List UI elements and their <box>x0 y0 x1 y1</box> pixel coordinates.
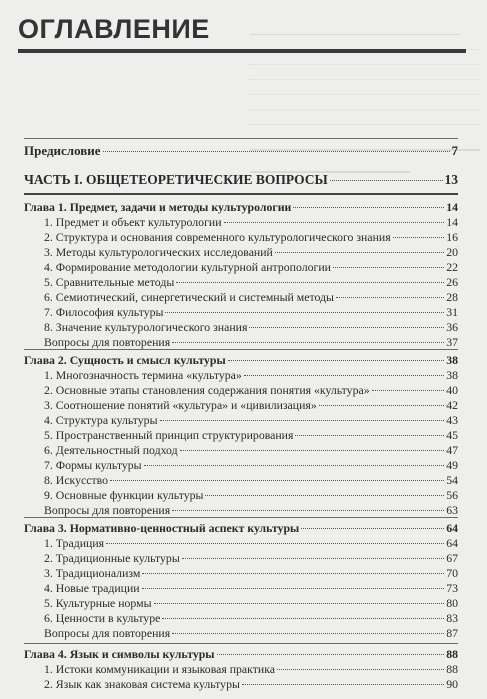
toc-preface[interactable]: Предисловие 7 <box>24 143 458 158</box>
toc-item[interactable]: 2. Основные этапы становления содержания понятия «культура» 40 <box>44 383 458 397</box>
toc-item[interactable]: 7. Формы культуры 49 <box>44 458 458 472</box>
toc-item[interactable]: 5. Пространственный принцип структурирования 45 <box>44 428 458 442</box>
toc-item[interactable]: 3. Соотношение понятий «культура» и «цивилизация» 42 <box>44 398 458 412</box>
toc-chapter-4[interactable]: Глава 4. Язык и символы культуры 88 <box>24 647 458 661</box>
toc-item[interactable]: 1. Предмет и объект культурологии 14 <box>44 215 458 229</box>
page-title: ОГЛАВЛЕНИЕ <box>18 14 210 44</box>
toc-item[interactable]: 3. Традиционализм 70 <box>44 566 458 580</box>
toc-item[interactable]: 8. Искусство 54 <box>44 473 458 487</box>
toc-item[interactable]: 6. Семиотический, синергетический и системный методы 28 <box>44 290 458 304</box>
toc-item[interactable]: Вопросы для повторения 37 <box>44 335 458 349</box>
chapter-divider <box>24 349 458 350</box>
toc-item[interactable]: 2. Традиционные культуры 67 <box>44 551 458 565</box>
toc-item[interactable]: 1. Традиция 64 <box>44 536 458 550</box>
toc-item[interactable]: 4. Структура культуры 43 <box>44 413 458 427</box>
toc-item[interactable]: 5. Сравнительные методы 26 <box>44 275 458 289</box>
toc-item[interactable]: 6. Ценности в культуре 83 <box>44 611 458 625</box>
part-divider <box>24 193 458 195</box>
toc-item[interactable]: 8. Значение культурологического знания 36 <box>44 320 458 334</box>
toc-item[interactable]: Вопросы для повторения 63 <box>44 503 458 517</box>
divider <box>24 138 458 139</box>
toc-item[interactable]: 5. Культурные нормы 80 <box>44 596 458 610</box>
toc-item[interactable]: 2. Структура и основания современного культурологического знания 16 <box>44 230 458 244</box>
toc-chapter-1[interactable]: Глава 1. Предмет, задачи и методы культурологии 14 <box>24 200 458 214</box>
toc-part-1[interactable]: ЧАСТЬ I. ОБЩЕТЕОРЕТИЧЕСКИЕ ВОПРОСЫ 13 <box>24 172 458 187</box>
title-rule <box>18 49 466 53</box>
toc-item[interactable]: 3. Методы культурологических исследований 20 <box>44 245 458 259</box>
toc-item[interactable]: 4. Новые традиции 73 <box>44 581 458 595</box>
chapter-divider <box>24 643 458 644</box>
toc-item[interactable]: 1. Истоки коммуникации и языковая практика 88 <box>44 662 458 676</box>
toc-chapter-3[interactable]: Глава 3. Нормативно-ценностный аспект культуры 64 <box>24 521 458 535</box>
toc-item[interactable]: 6. Деятельностный подход 47 <box>44 443 458 457</box>
chapter-divider <box>24 517 458 518</box>
toc-item[interactable]: Вопросы для повторения 87 <box>44 626 458 640</box>
toc-item[interactable]: 7. Философия культуры 31 <box>44 305 458 319</box>
toc-chapter-2[interactable]: Глава 2. Сущность и смысл культуры 38 <box>24 353 458 367</box>
toc-item[interactable]: 1. Многозначность термина «культура» 38 <box>44 368 458 382</box>
toc-item[interactable]: 2. Язык как знаковая система культуры 90 <box>44 677 458 691</box>
toc-item[interactable]: 9. Основные функции культуры 56 <box>44 488 458 502</box>
toc-item[interactable]: 4. Формирование методологии культурной антропологии 22 <box>44 260 458 274</box>
